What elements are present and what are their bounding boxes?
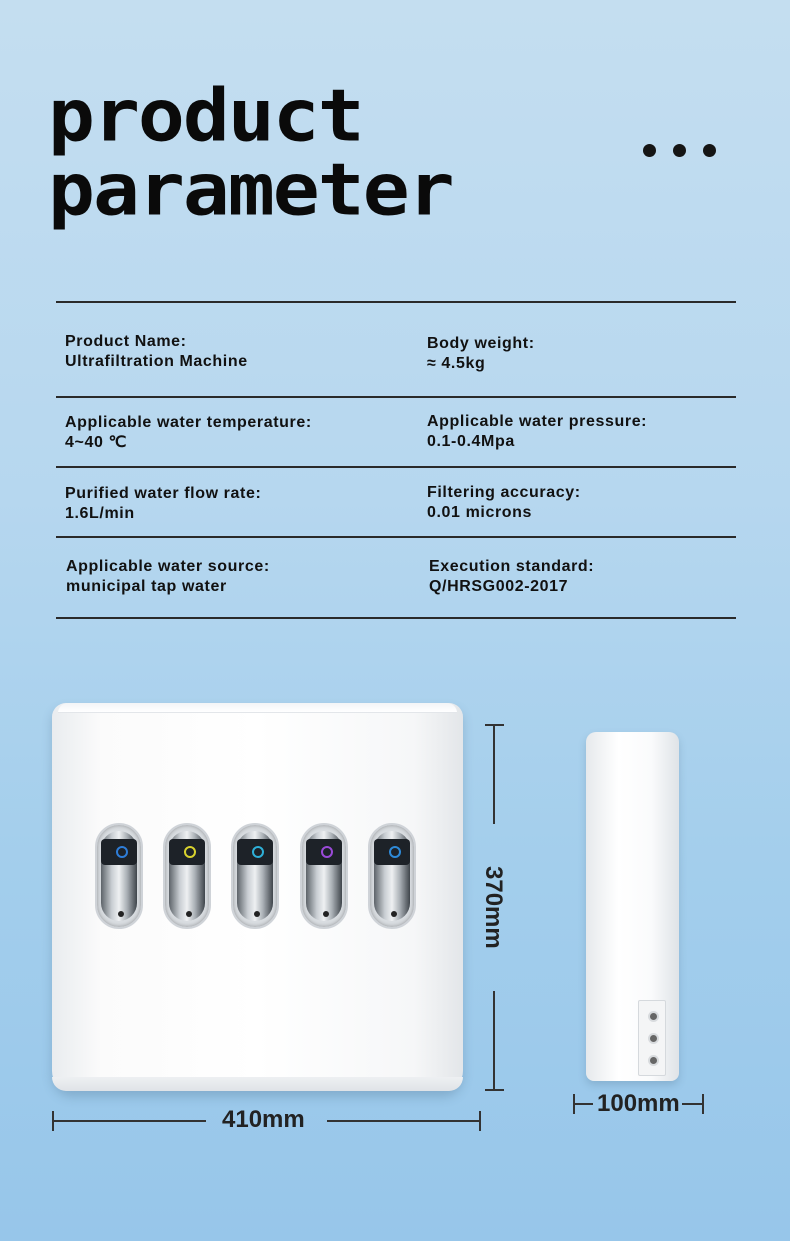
param-body-weight bbox=[427, 334, 535, 374]
depth-dimension-label: 100mm bbox=[597, 1090, 680, 1117]
water-port-icon bbox=[650, 1057, 657, 1064]
dot bbox=[643, 144, 656, 157]
product-front-image bbox=[52, 703, 463, 1091]
table-divider bbox=[56, 301, 736, 303]
param-label: Body weight: bbox=[427, 335, 535, 352]
param-value: 0.01 microns bbox=[427, 504, 533, 521]
param-value: 1.6L/min bbox=[65, 505, 135, 522]
width-dimension-line bbox=[327, 1120, 480, 1122]
water-port-icon bbox=[650, 1013, 657, 1020]
filter-screw bbox=[186, 911, 192, 917]
param-value: ≈ 4.5kg bbox=[427, 355, 486, 372]
param-execution-standard bbox=[429, 557, 594, 597]
depth-dimension-line bbox=[682, 1103, 703, 1105]
filter-badge-icon bbox=[321, 846, 333, 858]
filter-badge-icon bbox=[252, 846, 264, 858]
dot bbox=[703, 144, 716, 157]
table-divider bbox=[56, 617, 736, 619]
param-value: municipal tap water bbox=[66, 578, 227, 595]
water-port-icon bbox=[650, 1035, 657, 1042]
param-value: 0.1-0.4Mpa bbox=[427, 433, 515, 450]
height-dimension-tick bbox=[485, 1089, 504, 1091]
port-panel bbox=[638, 1000, 666, 1076]
height-dimension-label: 370mm bbox=[480, 866, 507, 949]
param-label: Product Name: bbox=[65, 333, 187, 350]
filter-screw bbox=[391, 911, 397, 917]
filter-badge-icon bbox=[389, 846, 401, 858]
filter-window bbox=[368, 823, 416, 929]
param-water-source bbox=[66, 557, 270, 597]
filter-window bbox=[163, 823, 211, 929]
param-label: Applicable water pressure: bbox=[427, 413, 648, 430]
table-divider bbox=[56, 466, 736, 468]
front-bottom-lip bbox=[52, 1077, 463, 1091]
width-dimension-line bbox=[52, 1120, 206, 1122]
dot bbox=[673, 144, 686, 157]
width-dimension-label: 410mm bbox=[222, 1106, 305, 1133]
title-line-2: parameter bbox=[48, 149, 453, 232]
product-side-image bbox=[586, 732, 679, 1081]
depth-dimension-tick bbox=[702, 1094, 704, 1114]
param-label: Purified water flow rate: bbox=[65, 485, 262, 502]
filter-screw bbox=[254, 911, 260, 917]
title-line-1: product bbox=[48, 75, 363, 159]
param-value: Ultrafiltration Machine bbox=[65, 353, 248, 370]
param-product-name bbox=[65, 332, 248, 372]
filter-badge-icon bbox=[116, 846, 128, 858]
param-flow-rate bbox=[65, 484, 261, 524]
width-dimension-tick bbox=[479, 1111, 481, 1131]
filter-window bbox=[231, 823, 279, 929]
filter-window bbox=[95, 823, 143, 929]
param-water-temperature bbox=[65, 413, 312, 453]
param-label: Execution standard: bbox=[429, 558, 595, 575]
param-label: Applicable water temperature: bbox=[65, 414, 312, 431]
height-dimension-line bbox=[493, 991, 495, 1090]
depth-dimension-line bbox=[573, 1103, 593, 1105]
param-value: 4~40 ℃ bbox=[65, 434, 128, 451]
filter-screw bbox=[323, 911, 329, 917]
height-dimension-line bbox=[493, 724, 495, 824]
param-value: Q/HRSG002-2017 bbox=[429, 578, 569, 595]
filter-screw bbox=[118, 911, 124, 917]
param-filter-accuracy bbox=[427, 483, 581, 523]
page-title bbox=[48, 75, 453, 232]
param-label: Filtering accuracy: bbox=[427, 484, 581, 501]
filter-badge-icon bbox=[184, 846, 196, 858]
param-label: Applicable water source: bbox=[66, 558, 270, 575]
more-dots-icon bbox=[643, 144, 716, 157]
filter-window bbox=[300, 823, 348, 929]
table-divider bbox=[56, 536, 736, 538]
param-water-pressure bbox=[427, 412, 647, 452]
front-top-lip bbox=[58, 703, 457, 713]
table-divider bbox=[56, 396, 736, 398]
